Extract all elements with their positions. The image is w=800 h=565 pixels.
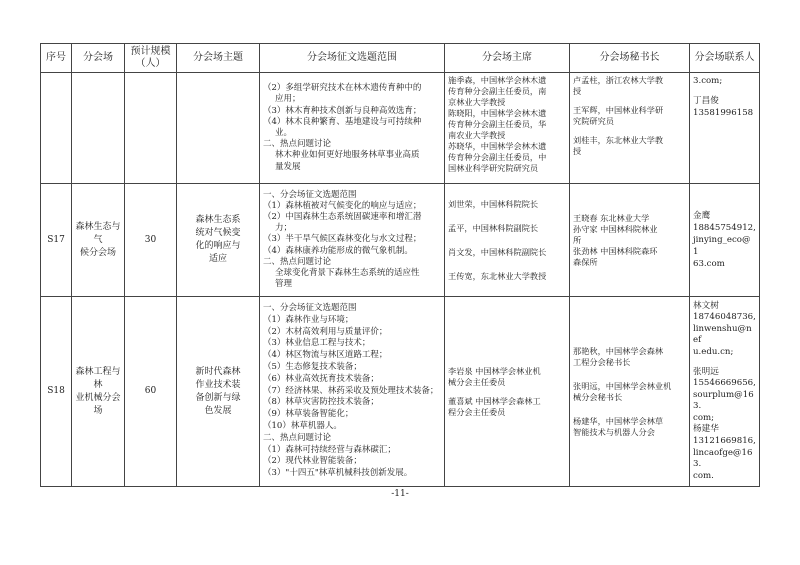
chair-line: 肖文发，中国林科院副院长 (448, 246, 547, 257)
table-row-s17 (41, 184, 760, 297)
document-table (40, 43, 760, 487)
topic-line: （3）"十四五"林草机械科技创新发展。 (263, 468, 413, 479)
chair-line: 程分会主任委员 (448, 406, 506, 417)
theme-line: 统对气候变 (195, 228, 241, 238)
topic-line: 力； (275, 223, 293, 234)
secretary-line: 授 (573, 86, 582, 96)
chair-line: 国林业科学研究院研究员 (448, 163, 539, 173)
chair-line: 董喜斌 中国林学会森林工 (448, 395, 541, 406)
contact-line: com; (693, 412, 715, 423)
header-cell-scale: 预计规模（人） (125, 44, 177, 73)
spacer (573, 127, 686, 135)
secretary-cell (570, 184, 690, 297)
secretary-line: 智能技术与机器人分会 (573, 426, 655, 437)
topic-line: 一、分会场征文选题范围 (263, 189, 357, 200)
contact-line: linwenshu@nef (693, 323, 752, 346)
spacer (573, 97, 686, 105)
topic-line: （1）森林植被对气候变化的响应与适应； (263, 200, 422, 211)
secretary-line: 械分会秘书长 (573, 391, 623, 402)
topic-line: （2）多组学研究技术在林木遗传育种中的 (263, 83, 422, 94)
topic-line: （3）林业信息工程与技术； (263, 338, 371, 349)
chair-line: 刘世荣，中国林科院院长 (448, 198, 539, 209)
row-number-cell: S17 (41, 184, 72, 297)
header-cell-secretary: 分会场秘书长 (570, 44, 690, 73)
topic-line: （1）森林可持续经营与森林碳汇； (263, 444, 396, 455)
secretary-line: 卢孟柱，浙江农林大学教 (573, 75, 664, 85)
venue-line: 森林工程与林 (75, 366, 121, 390)
theme-line: 化的响应与 (195, 241, 241, 251)
venue-cell (72, 73, 125, 184)
theme-line: 新时代森林 (195, 366, 241, 377)
header-row (41, 44, 760, 73)
contact-line: 13121669816, (693, 436, 756, 447)
topic-line: （5）生态修复技术装备； (263, 362, 362, 372)
scale-cell (125, 73, 177, 184)
table-row-s18 (41, 297, 760, 487)
chair-cell (445, 297, 570, 487)
topic-line: 一、分会场征文选题范围 (263, 303, 357, 314)
topic-line: （4）森林康养功能形成的微气象机制。 (263, 245, 413, 256)
spacer (693, 87, 756, 95)
header-cell-theme: 分会场主题 (177, 44, 260, 73)
topic-line: 二、热点问题讨论 (263, 139, 332, 150)
theme-line: 适应 (208, 254, 227, 264)
topic-line: （7）经济林果、林药采收及预处理技术装备； (263, 385, 439, 396)
chair-line: 孟平，中国林科院副院长 (448, 222, 539, 233)
chair-line: 施季森，中国林学会林木遗 (448, 75, 547, 85)
venue-cell (72, 297, 125, 487)
topics-cell (260, 73, 445, 184)
topic-line: 二、热点问题讨论 (263, 256, 332, 267)
secretary-line: 刘桂丰，东北林业大学教 (573, 135, 664, 145)
topic-line: （2）木材高效利用与质量评价； (263, 326, 388, 337)
contact-line: lincaofge@163. (693, 447, 753, 470)
header-cell-topics: 分会场征文选题范围 (260, 44, 445, 73)
topic-line: （10）林草机器人。 (263, 420, 342, 431)
theme-line: 作业技术装 (195, 379, 241, 390)
topic-line: （8）林草灾害防控技术装备； (263, 397, 379, 408)
contact-line: sourplum@163. (693, 389, 754, 412)
topic-line: （2）中国森林生态系统固碳速率和增汇潜 (263, 211, 422, 222)
topic-line: （6）林业高效抚育技术装备； (263, 373, 379, 384)
contact-line: u.edu.cn; (693, 346, 734, 357)
venue-line: 候分会场 (79, 247, 116, 258)
secretary-line: 王晓春 东北林业大学 (573, 212, 650, 223)
contact-cell (690, 184, 760, 297)
venue-cell (72, 184, 125, 297)
spacer (448, 388, 566, 396)
topic-line: 应用； (275, 94, 301, 105)
contact-line: 张明远 (693, 366, 719, 377)
secretary-line: 杨建华，中国林学会林草 (573, 415, 664, 426)
chair-line: 陈晓阳，中国林学会林木遗 (448, 108, 547, 118)
header-cell-contact: 分会场联系人 (690, 44, 760, 73)
header-cell-no: 序号 (41, 44, 72, 73)
contact-cell (690, 297, 760, 487)
contact-line: com. (693, 470, 714, 481)
chair-line: 京林业大学教授 (448, 97, 506, 107)
row-number-cell: S18 (41, 297, 72, 487)
secretary-cell (570, 73, 690, 184)
theme-line: 色发展 (204, 405, 232, 416)
secretary-line: 孙守家 中国林科院林业 (573, 223, 658, 234)
topic-line: （3）林木育种技术创新与良种高效选育； (263, 105, 422, 116)
secretary-line: 森保所 (573, 256, 598, 267)
chair-line: 传育种分会副主任委员，中 (448, 152, 547, 162)
contact-line: 63.com (693, 259, 725, 269)
theme-cell (177, 297, 260, 487)
secretary-line: 所 (573, 234, 582, 245)
contact-line: 丁昌俊 (693, 96, 719, 106)
topic-line: （2）现代林业智能装备； (263, 456, 362, 467)
secretary-line: 王军辉，中国林业科学研 (573, 105, 664, 115)
spacer (448, 210, 566, 223)
contact-line: 13581996158 (693, 108, 754, 118)
secretary-line: 那艳秋，中国林学会森林 (573, 345, 664, 356)
secretary-line: 授 (573, 146, 582, 156)
contact-line: 林文树 (693, 300, 719, 311)
theme-cell (177, 184, 260, 297)
contact-cell (690, 73, 760, 184)
chair-line: 李岩泉 中国林学会林业机 (448, 365, 541, 376)
secretary-line: 工程分会秘书长 (573, 356, 631, 367)
contact-line: 18746048736, (693, 312, 756, 323)
theme-cell (177, 73, 260, 184)
topics-cell (260, 184, 445, 297)
topic-line: （1）森林作业与环境； (263, 314, 354, 325)
row-number-cell (41, 73, 72, 184)
secretary-cell (570, 297, 690, 487)
spacer (693, 359, 756, 367)
secretary-line: 张明远，中国林学会林业机 (573, 380, 672, 391)
contact-line: 18845754912, (693, 223, 756, 233)
chair-line: 传育种分会副主任委员，华 (448, 119, 547, 129)
spacer (448, 234, 566, 247)
chair-line: 传育种分会副主任委员，南 (448, 86, 547, 96)
spacer (573, 403, 686, 416)
header-cell-chair: 分会场主席 (445, 44, 570, 73)
chair-line: 苏晓华，中国林学会林木遗 (448, 141, 547, 151)
contact-line: 3.com; (693, 76, 723, 86)
topic-line: 业。 (275, 128, 293, 138)
scale-cell: 30 (125, 184, 177, 297)
secretary-line: 究院研究员 (573, 116, 614, 126)
chair-line: 王传宽，东北林业大学教授 (448, 270, 547, 281)
page-number: -11- (391, 489, 409, 499)
contact-line: 金鹰 (693, 211, 711, 221)
theme-line: 备创新与绿 (195, 392, 241, 403)
topic-line: 二、热点问题讨论 (263, 432, 332, 443)
spacer (448, 258, 566, 271)
topic-line: （4）林木良种繁育、基地建设与可持续种 (263, 116, 422, 127)
topic-line: （9）林草装备智能化； (263, 409, 354, 420)
topic-line: （4）林区物流与林区道路工程； (263, 350, 388, 361)
contact-line: 15546669656, (693, 378, 756, 389)
topics-cell (260, 297, 445, 487)
table-row-continued (41, 73, 760, 184)
venue-line: 业机械分会场 (75, 392, 121, 416)
header-cell-venue: 分会场 (72, 44, 125, 73)
chair-cell (445, 184, 570, 297)
topic-line: 量发展 (275, 161, 301, 172)
topic-line: 林木种业如何更好地服务林草事业高质 (275, 150, 420, 161)
contact-line: jinying_eco@1 (693, 235, 751, 257)
contact-line: 杨建华 (693, 424, 719, 435)
chair-line: 械分会主任委员 (448, 376, 506, 387)
chair-line: 南农业大学教授 (448, 130, 506, 140)
chair-cell (445, 73, 570, 184)
venue-line: 森林生态与气 (75, 221, 121, 245)
topic-line: （3）半干旱气候区森林变化与水文过程； (263, 234, 422, 245)
spacer (573, 368, 686, 381)
secretary-line: 张劲林 中国林科院森环 (573, 245, 658, 256)
theme-line: 森林生态系 (195, 215, 241, 225)
topic-line: 全球变化背景下森林生态系统的适应性 (275, 268, 420, 278)
topic-line: 管理 (275, 279, 293, 290)
scale-cell: 60 (125, 297, 177, 487)
